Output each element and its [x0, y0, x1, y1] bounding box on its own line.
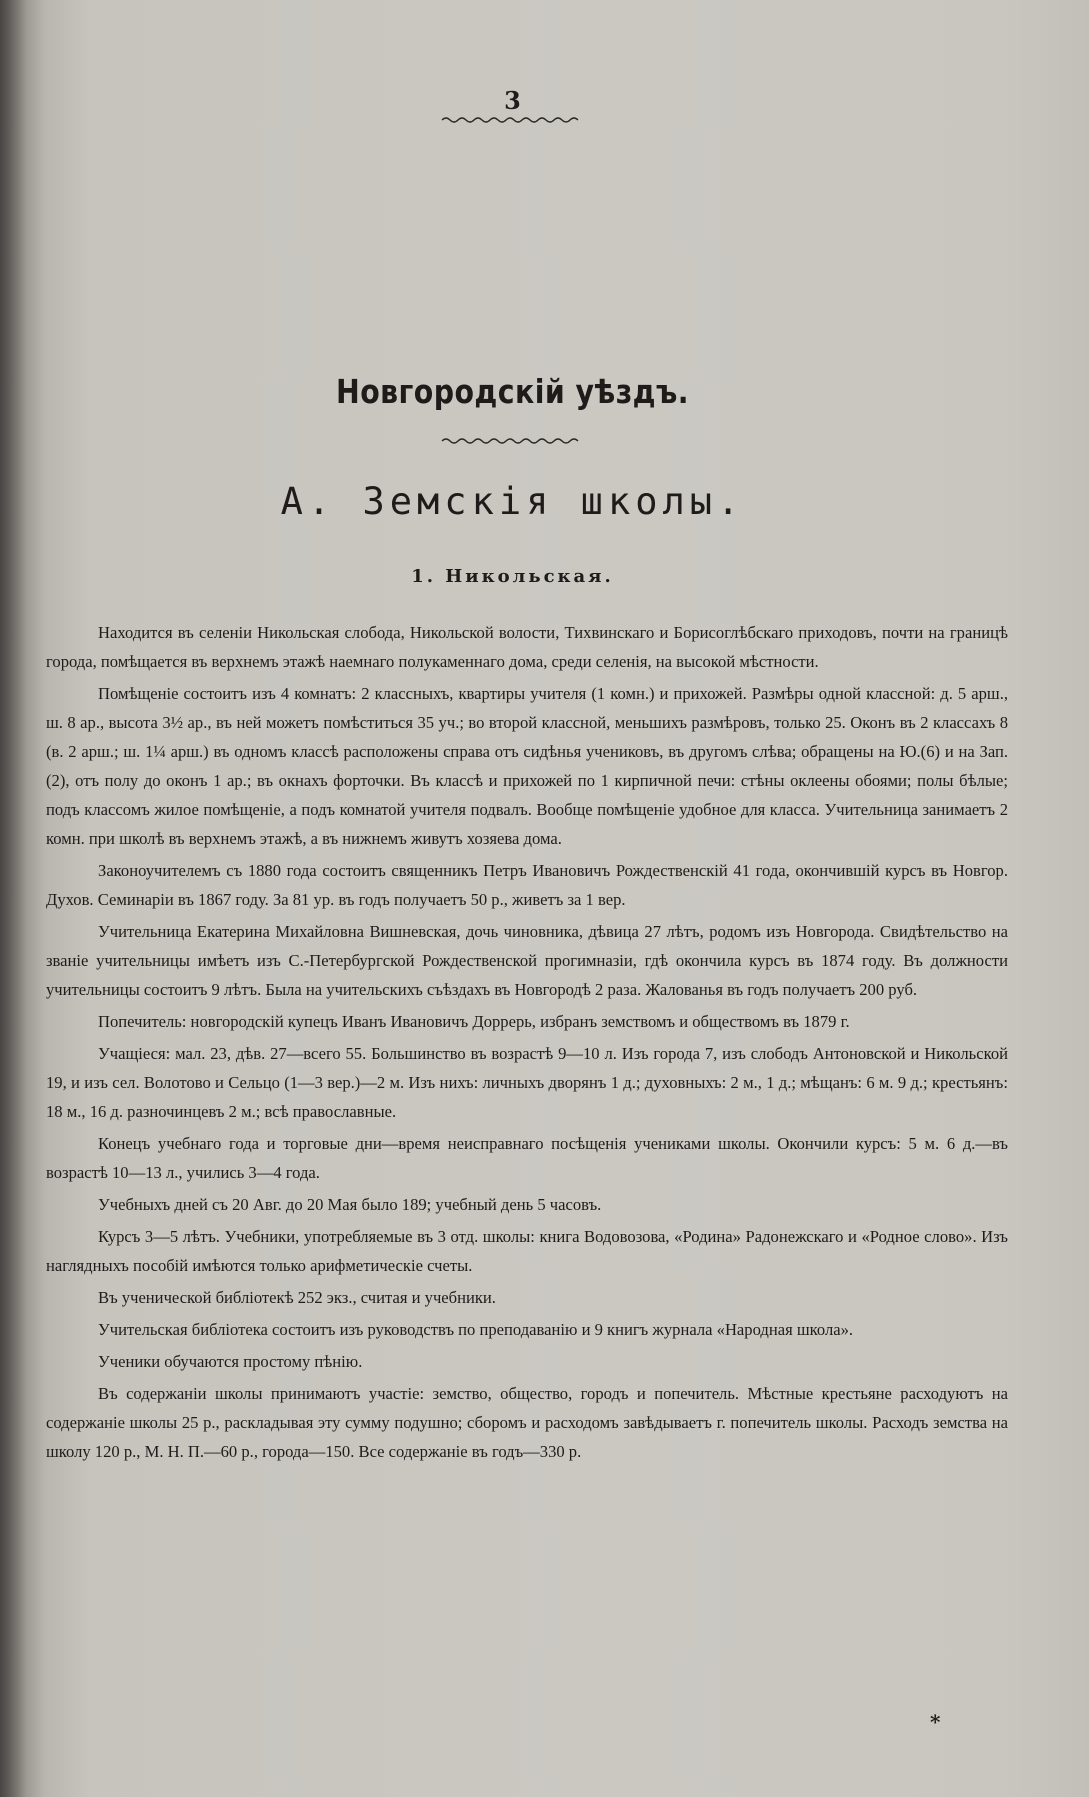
footer-asterisk: * — [930, 1710, 941, 1734]
paragraph-singing: Ученики обучаются простому пѣнію. — [98, 1352, 363, 1371]
school-title: 1. Никольская. — [411, 566, 614, 587]
paragraph-funding: Въ содержаніи школы принимаютъ участіе: земство, общество, городъ и попечитель. Мѣстные крестьяне расходуютъ на содержаніе школы 25 р., раскладывая эту сумму подушно; сборомъ и расходомъ завѣдываетъ г. попечитель школы. Расходъ земства на школу 120 р., М. Н. П.—60 р., города—150. Все содержаніе въ годъ—330 р. — [46, 1384, 1008, 1461]
paragraph-course: Курсъ 3—5 лѣтъ. Учебники, употребляемые въ 3 отд. школы: книга Водовозова, «Родина» Радонежскаго и «Родное слово». Изъ наглядныхъ пособій имѣются только арифметическіе счеты. — [46, 1227, 1008, 1275]
paragraph-teacher: Учительница Екатерина Михайловна Вишневская, дочь чиновника, дѣвица 27 лѣтъ, родомъ изъ Новгорода. Свидѣтельство на званіе учительницы имѣетъ изъ С.-Петербургской Рождественской прогимназіи, гдѣ окончила курсъ въ 1874 году. Въ должности учительницы состоитъ 9 лѣтъ. Была на учительскихъ съѣздахъ въ Новгородѣ 2 раза. Жалованья въ годъ получаетъ 200 руб. — [46, 922, 1008, 999]
paragraph-trustee: Попечитель: новгородскій купецъ Иванъ Ивановичъ Доррерь, избранъ земствомъ и обществомъ въ 1879 г. — [98, 1012, 850, 1031]
body-text — [46, 618, 1008, 1469]
section-title: А. Земскія школы. — [280, 480, 745, 523]
ornament-divider-top — [440, 115, 580, 125]
paragraph-attendance: Конецъ учебнаго года и торговые дни—время неисправнаго посѣщенія учениками школы. Окончили курсъ: 5 м. 6 д.—въ возрастѣ 10—13 л., учились 3—4 года. — [46, 1134, 1008, 1182]
district-title: Новгородскій уѣздъ. — [336, 372, 689, 411]
paragraph-school-days: Учебныхъ дней съ 20 Авг. до 20 Мая было 189; учебный день 5 часовъ. — [98, 1195, 602, 1214]
paragraph-student-library: Въ ученической библіотекѣ 252 экз., считая и учебники. — [98, 1288, 496, 1307]
binding-shadow — [0, 0, 26, 1797]
paragraph-location: Находится въ селеніи Никольская слобода, Никольской волости, Тихвинскаго и Борисоглѣбскаго приходовъ, почти на границѣ города, помѣщается въ верхнемъ этажѣ наемнаго полукаменнаго дома, среди селенія, на высокой мѣстности. — [46, 623, 1008, 671]
paragraph-law-teacher: Законоучителемъ съ 1880 года состоитъ священникъ Петръ Ивановичъ Рождественскій 41 года, окончившій курсъ въ Новгор. Духов. Семинаріи въ 1867 году. За 81 ур. въ годъ получаетъ 50 р., живетъ за 1 вер. — [46, 861, 1008, 909]
ornament-divider-middle — [440, 436, 580, 446]
page-number: 3 — [504, 86, 521, 115]
paragraph-students: Учащіеся: мал. 23, дѣв. 27—всего 55. Большинство въ возрастѣ 9—10 л. Изъ города 7, изъ слободъ Антоновской и Никольской 19, и изъ сел. Волотово и Сельцо (1—3 вер.)—2 м. Изъ нихъ: личныхъ дворянъ 1 д.; духовныхъ: 2 м., 1 д.; мѣщанъ: 6 м. 9 д.; крестьянъ: 18 м., 16 д. разночинцевъ 2 м.; всѣ православные. — [46, 1044, 1008, 1121]
paragraph-premises: Помѣщеніе состоитъ изъ 4 комнатъ: 2 классныхъ, квартиры учителя (1 комн.) и прихожей. Размѣры одной классной: д. 5 арш., ш. 8 ар., высота 3½ ар., въ ней можетъ помѣститься 35 уч.; во второй классной, меньшихъ размѣровъ, только 25. Оконъ въ 2 классахъ 8 (в. 2 арш.; ш. 1¼ арш.) въ одномъ классѣ расположены справа отъ сидѣнья учениковъ, въ другомъ слѣва; обращены на Ю.(6) и на Зап. (2), отъ полу до оконъ 1 ар.; въ окнахъ форточки. Въ классѣ и прихожей по 1 кирпичной печи: стѣны оклеены обоями; полы бѣлые; подъ классомъ жилое помѣщеніе, а подъ комнатой учителя подвалъ. Вообще помѣщеніе удобное для класса. Учительница занимаетъ 2 комн. при школѣ въ верхнемъ этажѣ, а въ нижнемъ живутъ хозяева дома. — [46, 684, 1008, 848]
paragraph-teacher-library: Учительская библіотека состоитъ изъ руководствъ по преподаванію и 9 книгъ журнала «Народная школа». — [98, 1320, 854, 1339]
